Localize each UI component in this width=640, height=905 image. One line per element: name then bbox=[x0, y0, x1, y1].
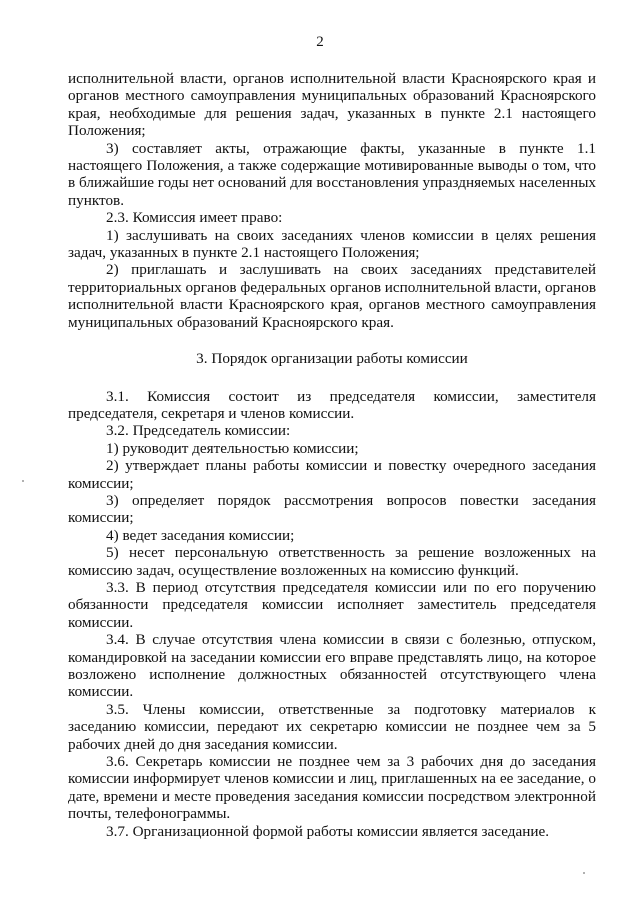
paragraph: 2.3. Комиссия имеет право: bbox=[106, 209, 283, 227]
paragraph: 3.4. В случае отсутствия члена комиссии в связи с болезнью, отпуском, командировкой на заседании комиссии его вправе представлять лицо, на которое возложено исполнение должностных обязанностей отсутствующего члена комиссии. bbox=[68, 631, 596, 701]
section-heading: 3. Порядок организации работы комиссии bbox=[196, 350, 468, 368]
paragraph: 1) заслушивать на своих заседаниях членов комиссии в целях решения задач, указанных в пункте 2.1 настоящего Положения; bbox=[68, 226, 596, 262]
scan-speck bbox=[22, 480, 24, 482]
paragraph: 3.1. Комиссия состоит из председателя комиссии, заместителя председателя, секретаря и членов комиссии. bbox=[68, 387, 596, 422]
paragraph: 3.3. В период отсутствия председателя комиссии или по его поручению обязанности председателя комиссии исполняет заместитель председателя комиссии. bbox=[68, 578, 596, 631]
paragraph-continuation: исполнительной власти, органов исполнительной власти Красноярского края и органов местного самоуправления муниципальных образований Красноярского края, необходимые для решения задач, указанных в пункте 2.1 настоящего Положения; bbox=[68, 70, 596, 140]
paragraph: 4) ведет заседания комиссии; bbox=[106, 526, 295, 544]
paragraph: 3.7. Организационной формой работы комиссии является заседание. bbox=[106, 822, 550, 840]
document-body bbox=[68, 70, 596, 840]
page-number: 2 bbox=[316, 34, 324, 50]
paragraph: 2) утверждает планы работы комиссии и повестку очередного заседания комиссии; bbox=[68, 457, 596, 492]
paragraph: 1) руководит деятельностью комиссии; bbox=[106, 439, 359, 457]
paragraph: 3.5. Члены комиссии, ответственные за подготовку материалов к заседанию комиссии, передают их секретарю комиссии не позднее чем за 5 рабочих дней до дня заседания комиссии. bbox=[68, 700, 596, 753]
paragraph: 3) определяет порядок рассмотрения вопросов повестки заседания комиссии; bbox=[68, 491, 596, 527]
paragraph: 3) составляет акты, отражающие факты, указанные в пункте 1.1 настоящего Положения, а также содержащие мотивированные выводы о том, что в ближайшие годы нет оснований для восстановления упраздняемых населенных пунктов. bbox=[68, 139, 596, 209]
paragraph: 3.6. Секретарь комиссии не позднее чем за 3 рабочих дня до заседания комиссии информирует членов комиссии и лиц, приглашенных на ее заседание, о дате, времени и месте проведения заседания комиссии посредством электронной почты, телефонограммы. bbox=[68, 753, 596, 823]
paragraph: 3.2. Председатель комиссии: bbox=[106, 422, 291, 440]
paragraph: 5) несет персональную ответственность за решение возложенных на комиссию задач, осуществление возложенных на комиссию функций. bbox=[68, 544, 596, 579]
scan-speck bbox=[583, 872, 585, 874]
paragraph: 2) приглашать и заслушивать на своих заседаниях представителей территориальных органов федеральных органов исполнительной власти, органов исполнительной власти Красноярского края, органов местного самоуправления муниципальных образований Красноярского края. bbox=[68, 261, 596, 331]
